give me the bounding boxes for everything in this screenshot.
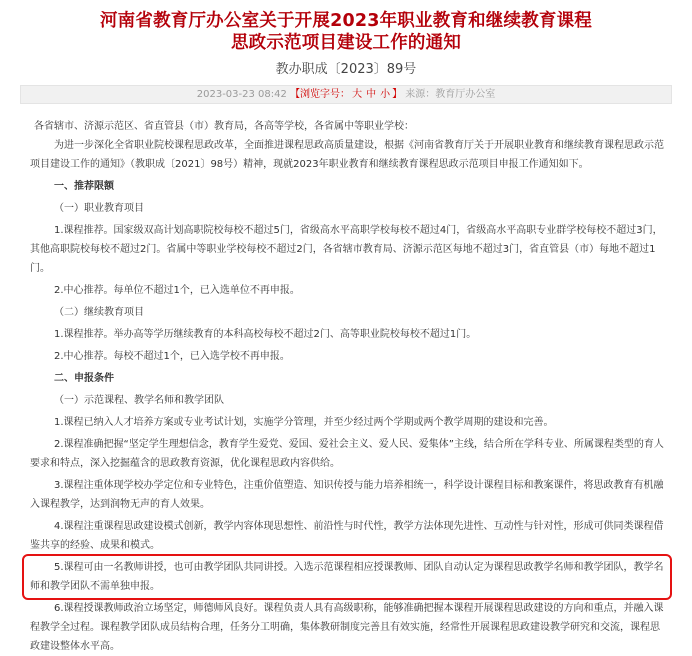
paragraph: 2.课程准确把握“坚定学生理想信念，教育学生爱党、爱国、爱社会主义、爱人民、爱集体”主线，结合所在学科专业、所属课程类型的育人要求和特点，深入挖掘蕴含的思政教育资源，优化课程思政内容供给。 (30, 439, 664, 469)
paragraph: 3.课程注重体现学校办学定位和专业特色，注重价值塑造、知识传授与能力培养相统一，科学设计课程目标和教案课件，将思政教育有机融入课程教学，达到润物无声的育人效果。 (30, 480, 664, 510)
subsection-heading: （二）继续教育项目 (54, 307, 144, 318)
subsection-heading: （一）示范课程、教学名师和教学团队 (54, 395, 224, 406)
intro-paragraph: 为进一步深化全省职业院校课程思政改革，全面推进课程思政高质量建设，根据《河南省教育厅关于开展职业教育和继续教育课程思政示范项目建设工作的通知》（教职成〔2021〕98号）精神，现就2023年职业教育和继续教育课程思政示范项目申报工作通知如下。 (30, 140, 664, 170)
paragraph: 1.课程推荐。举办高等学历继续教育的本科高校每校不超过2门、高等职业院校每校不超过1门。 (54, 329, 477, 340)
font-size-control (290, 89, 405, 100)
paragraph: 6.课程授课教师政治立场坚定，师德师风良好。课程负责人具有高级职称，能够准确把握本课程开展课程思政建设的方向和重点，并融入课程教学全过程。课程教学团队成员结构合理，任务分工明确，集体教研制度完善且有效实施，经常性开展课程思政建设教学研究和交流，课程思政建设整体水平高。 (30, 603, 664, 652)
section-heading-2: 二、申报条件 (54, 373, 114, 384)
article-title-line1: 河南省教育厅办公室关于开展2023年职业教育和继续教育课程 (99, 11, 592, 31)
article-meta-bar (20, 85, 672, 104)
publish-datetime: 2023-03-23 08:42 (196, 89, 287, 100)
paragraph: 1.课程推荐。国家级双高计划高职院校每校不超过5门，省级高水平高职学校每校不超过4门，省级高水平高职专业群学校每校不超过3门，其他高职院校每校不超过2门。省属中等职业学校每校不超过2门，各省辖市教育局、济源示范区每地不超过3门，省直管县（市）每地不超过1门。 (30, 225, 663, 274)
article-title-line2: 思政示范项目建设工作的通知 (230, 33, 462, 53)
paragraph: 2.中心推荐。每校不超过1个，已入选学校不再申报。 (54, 351, 290, 362)
paragraph: 1.课程已纳入人才培养方案或专业考试计划，实施学分管理，并至少经过两个学期或两个教学周期的建设和完善。 (54, 417, 554, 428)
font-size-close: 】 (392, 89, 403, 100)
paragraph: 4.课程注重课程思政建设模式创新，教学内容体现思想性、前沿性与时代性，教学方法体现先进性、互动性与针对性，形成可供同类课程借鉴共享的经验、成果和模式。 (30, 521, 664, 551)
subsection-heading: （一）职业教育项目 (54, 203, 144, 214)
section-heading-1: 一、推荐限额 (54, 181, 114, 192)
font-size-label: 【浏览字号： (290, 89, 351, 100)
font-size-medium-link[interactable]: 中 (366, 89, 377, 100)
font-size-large-link[interactable]: 大 (352, 89, 363, 100)
highlighted-paragraph: 5.课程可由一名教师讲授，也可由教学团队共同讲授。入选示范课程相应授课教师、团队自动认定为课程思政教学名师和教学团队，教学名师和教学团队不需单独申报。 (30, 562, 664, 592)
paragraph: 2.中心推荐。每单位不超过1个，已入选单位不再申报。 (54, 285, 300, 296)
salutation: 各省辖市、济源示范区、省直管县（市）教育局，各高等学校，各省属中等职业学校： (34, 121, 414, 132)
article-title (0, 0, 692, 54)
article-body (0, 117, 692, 656)
article-source: 来源：教育厅办公室 (405, 89, 496, 100)
font-size-small-link[interactable]: 小 (380, 89, 391, 100)
document-number: 教办职成〔2023〕89号 (275, 62, 417, 77)
